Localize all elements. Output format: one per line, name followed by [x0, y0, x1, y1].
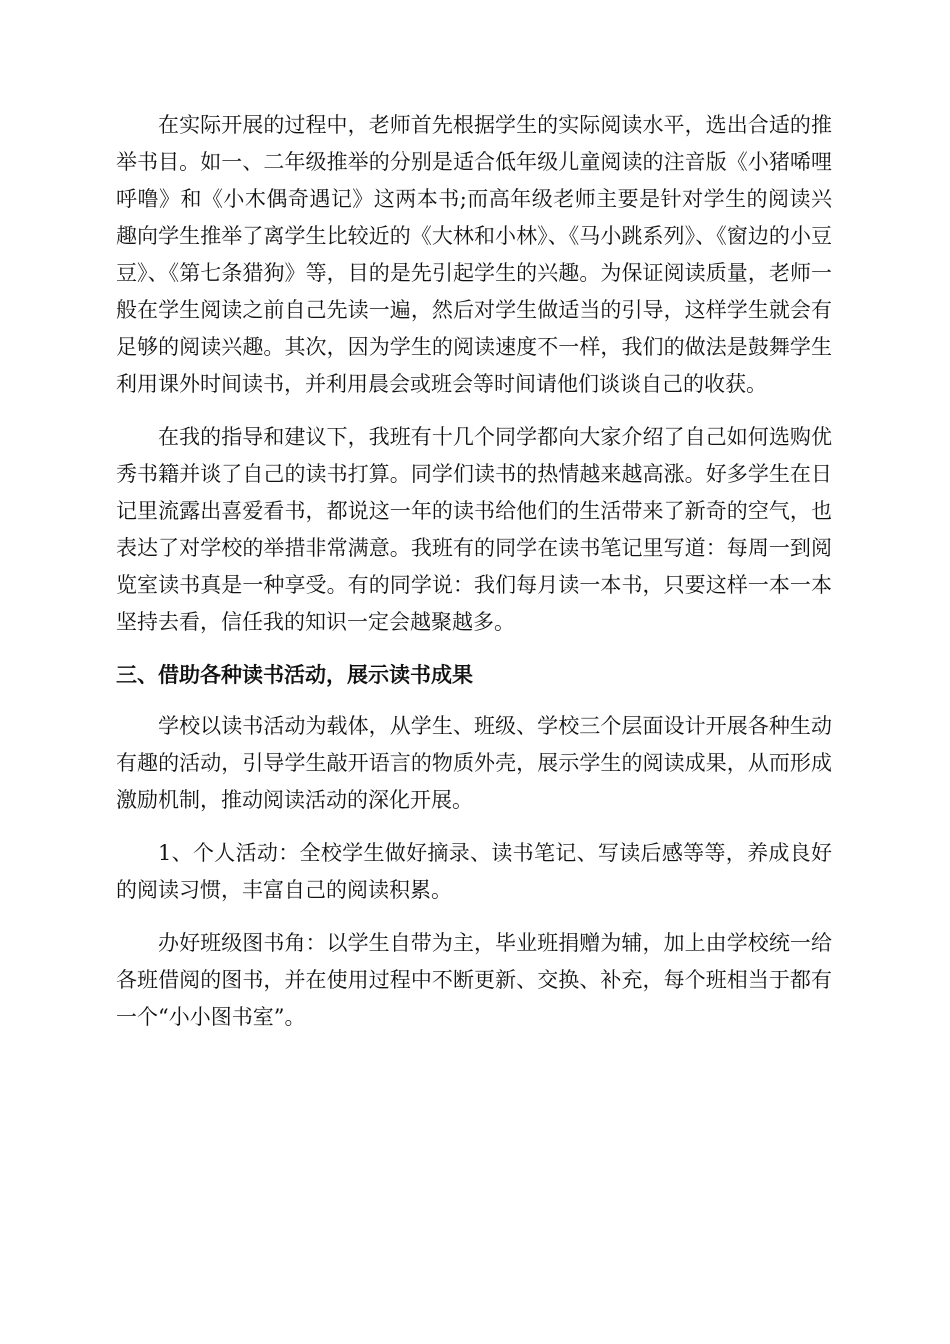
paragraph-class-library: 办好班级图书角：以学生自带为主，毕业班捐赠为辅，加上由学校统一给各班借阅的图书，并在使用过程中不断更新、交换、补充，每个班相当于都有一个“小小图书室”。 — [116, 931, 832, 1029]
paragraph-individual-activities: 1、个人活动：全校学生做好摘录、读书笔记、写读后感等等，养成良好的阅读习惯，丰富自己的阅读积累。 — [116, 841, 832, 902]
document-body — [116, 107, 832, 1052]
paragraph-reading-list: 在实际开展的过程中，老师首先根据学生的实际阅读水平，选出合适的推举书目。如一、二年级推举的分别是适合低年级儿童阅读的注音版《小猪唏哩呼噜》和《小木偶奇遇记》这两本书;而高年级老师主要是针对学生的阅读兴趣向学生推举了离学生比较近的《大林和小林》、《马小跳系列》、《窗边的小豆豆》、《第七条猎狗》等，目的是先引起学生的兴趣。为保证阅读质量，老师一般在学生阅读之前自己先读一遍，然后对学生做适当的引导，这样学生就会有足够的阅读兴趣。其次，因为学生的阅读速度不一样，我们的做法是鼓舞学生利用课外时间读书，并利用晨会或班会等时间请他们谈谈自己的收获。 — [116, 113, 832, 396]
paragraph-activities-intro: 学校以读书活动为载体，从学生、班级、学校三个层面设计开展各种生动有趣的活动，引导学生敲开语言的物质外壳，展示学生的阅读成果，从而形成激励机制，推动阅读活动的深化开展。 — [116, 714, 832, 812]
section-heading-3: 三、借助各种读书活动，展示读书成果 — [116, 663, 473, 687]
paragraph-student-feedback: 在我的指导和建议下，我班有十几个同学都向大家介绍了自己如何选购优秀书籍并谈了自己的读书打算。同学们读书的热情越来越高涨。好多学生在日记里流露出喜爱看书，都说这一年的读书给他们的生活带来了新奇的空气，也表达了对学校的举措非常满意。我班有的同学在读书笔记里写道：每周一到阅览室读书真是一种享受。有的同学说：我们每月读一本书，只要这样一本一本坚持去看，信任我的知识一定会越聚越多。 — [116, 425, 832, 634]
